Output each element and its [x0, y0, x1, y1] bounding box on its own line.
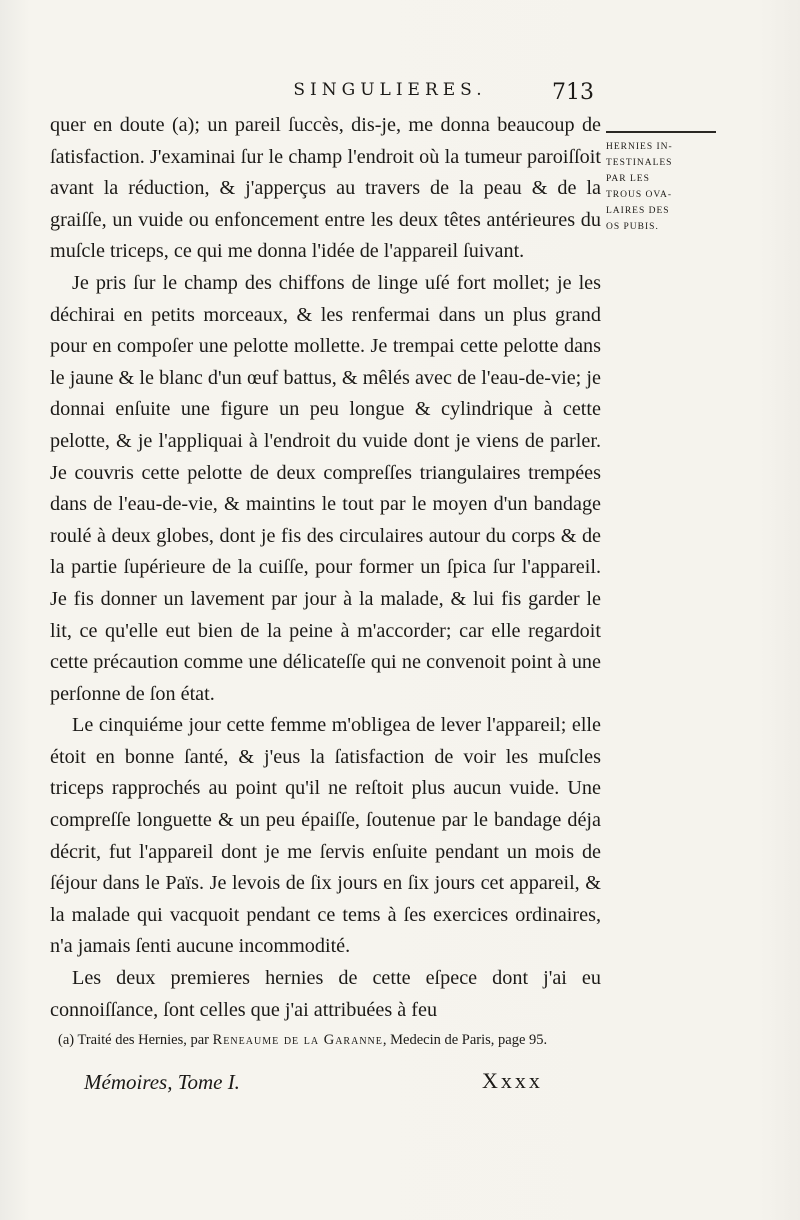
margin-note-line: OS PUBIS. — [606, 222, 659, 232]
paragraph-4: Les deux premieres hernies de cette eſpece dont j'ai eu connoiſſance, ſont celles que j'ai attribuées à feu — [50, 967, 601, 1021]
paragraph-3: Le cinquiéme jour cette femme m'obligea de lever l'appareil; elle étoit en bonne ſanté, & j'eus la ſatisfaction de voir les muſcles triceps rapprochés au point qu'il ne reſtoit plus aucun vuide. Une compreſſe longuette & un peu épaiſſe, ſoutenue par le bandage déja décrit, fut l'appareil dont je me ſervis enſuite pendant un mois de ſéjour dans le Païs. Je levois de ſix jours en ſix jours cet appareil, & la malade qui vacquoit pendant ce tems à ſes exercices ordinaires, n'a jamais ſenti aucune incommodité. — [50, 714, 601, 958]
footnote-text-before: Traité des Hernies, par — [77, 1032, 210, 1048]
footnote-text-after: , Medecin de Paris, page 95. — [382, 1032, 548, 1048]
signature-mark: Xxxx — [482, 1068, 543, 1093]
margin-note-line: TROUS OVA- — [606, 190, 673, 200]
footnote — [58, 1030, 603, 1050]
margin-note-line: LAIRES DES — [606, 206, 670, 216]
running-head: SINGULIERES. — [293, 80, 487, 100]
page-number: 713 — [552, 80, 594, 105]
margin-rule — [606, 131, 716, 133]
margin-note-line: TESTINALES — [606, 158, 673, 168]
margin-note — [606, 139, 718, 235]
main-text — [50, 110, 601, 1026]
paragraph-1: quer en doute (a); un pareil ſuccès, dis-je, me donna beaucoup de ſatisfaction. J'examinai ſur le champ l'endroit où la tumeur paroiſſoit avant la réduction, & j'apperçus au travers de la peau & de la graiſſe, un vuide ou enfoncement entre les deux têtes antérieures du muſcle triceps, ce qui me donna l'idée de l'appareil ſuivant. — [50, 114, 601, 263]
margin-note-line: PAR LES — [606, 174, 650, 184]
paragraph-2: Je pris ſur le champ des chiffons de linge uſé fort mollet; je les déchirai en petits morceaux, & les renfermai dans un plus grand pour en compoſer une pelotte mollette. Je trempai cette pelotte dans le jaune & le blanc d'un œuf battus, & mêlés avec de l'eau-de-vie; je donnai enſuite une figure un peu longue & cylindrique à cette pelotte, & je l'appliquai à l'endroit du vuide dont je viens de parler. Je couvris cette pelotte de deux compreſſes triangulaires trempées dans de l'eau-de-vie, & maintins le tout par le moyen d'un bandage roulé à deux globes, dont je fis des circulaires autour du corps & de la partie ſupérieure de la cuiſſe, pour former un ſpica ſur l'appareil. Je fis donner un lavement par jour à la malade, & lui fis garder le lit, ce qu'elle eut bien de la peine à m'accorder; car elle regardoit cette précaution comme une délicateſſe qui ne convenoit point à une perſonne de ſon état. — [50, 271, 601, 705]
signature-volume: Mémoires, Tome I. — [84, 1070, 240, 1094]
footnote-marker: (a) — [58, 1032, 75, 1048]
margin-note-line: HERNIES IN- — [606, 142, 673, 152]
footnote-author: Reneaume de la Garanne — [212, 1032, 383, 1048]
